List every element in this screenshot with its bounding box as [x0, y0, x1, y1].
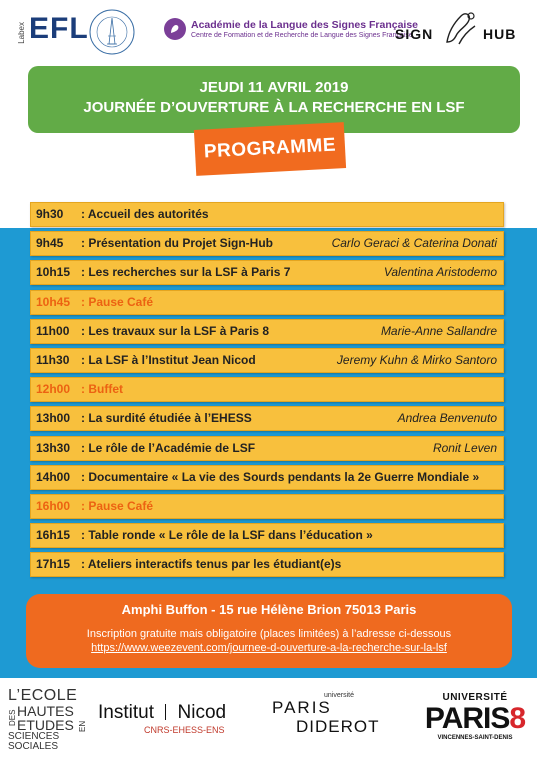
schedule-title: : Accueil des autorités: [81, 207, 209, 221]
hands-icon: [164, 18, 186, 40]
schedule-row: [30, 319, 504, 344]
ehess-en: EN: [77, 720, 87, 732]
schedule-row: [30, 348, 504, 373]
schedule-time: 13h00: [36, 411, 71, 426]
schedule-time: 11h30: [36, 352, 70, 367]
schedule-row: [30, 406, 504, 431]
bottom-logo-strip: [0, 680, 537, 760]
schedule-title: : Les recherches sur la LSF à Paris 7: [81, 265, 291, 280]
schedule-title: : Documentaire « La vie des Sourds pendants la 2e Guerre Mondiale »: [81, 469, 480, 484]
schedule-title: : Pause Café: [81, 498, 154, 513]
diderot-paris: PARIS: [272, 698, 332, 717]
schedule-list: [30, 202, 504, 581]
schedule-time: 14h00: [36, 469, 71, 484]
hands-icon: [441, 8, 481, 48]
schedule-title: : Les travaux sur la LSF à Paris 8: [81, 323, 270, 338]
ehess-logo: [8, 688, 90, 754]
schedule-title: : Pause Café: [81, 294, 154, 309]
schedule-row: [30, 377, 504, 402]
paris8-logo: [420, 692, 530, 741]
schedule-title: : Ateliers interactifs tenus par les étudiant(e)s: [81, 557, 342, 572]
schedule-title: : Table ronde « Le rôle de la LSF dans l’éducation »: [81, 528, 373, 543]
labex-efl-logo: [18, 14, 89, 44]
schedule-speaker: Andrea Benvenuto: [397, 411, 497, 426]
academie-lsf-logo: [164, 18, 418, 40]
labex-label: Labex: [17, 22, 26, 44]
paris8-subtitle: VINCENNES-SAINT-DENIS: [437, 735, 513, 741]
schedule-speaker: Marie-Anne Sallandre: [380, 323, 497, 338]
ehess-ecole: L’ECOLE: [8, 687, 78, 704]
nicod-divider: [165, 704, 166, 720]
paris-diderot-logo: [272, 692, 380, 737]
nicod-subtitle: CNRS-EHESS-ENS: [144, 725, 225, 735]
schedule-time: 9h30: [36, 207, 64, 221]
schedule-time: 13h30: [36, 440, 71, 455]
schedule-row: [30, 290, 504, 315]
schedule-time: 9h45: [36, 236, 64, 251]
schedule-time: 12h00: [36, 382, 71, 397]
schedule-speaker: Carlo Geraci & Caterina Donati: [331, 236, 497, 251]
nicod-institut: Institut: [98, 702, 154, 723]
top-logo-strip: [0, 0, 537, 62]
schedule-time: 10h45: [36, 294, 71, 309]
schedule-speaker: Valentina Aristodemo: [383, 265, 497, 280]
paris8-universite: UNIVERSITÉ: [442, 692, 508, 703]
schedule-time: 17h15: [36, 557, 71, 572]
schedule-speaker: Jeremy Kuhn & Mirko Santoro: [336, 352, 497, 367]
efl-wordmark: EFL: [29, 12, 89, 45]
schedule-row: [30, 202, 504, 227]
schedule-row: [30, 523, 504, 548]
venue-address: Amphi Buffon - 15 rue Hélène Brion 75013 Paris: [121, 602, 417, 617]
schedule-row: [30, 494, 504, 519]
event-date: JEUDI 11 AVRIL 2019: [199, 79, 349, 96]
schedule-row: [30, 552, 504, 577]
schedule-title: : Le rôle de l’Académie de LSF: [81, 440, 256, 455]
ehess-sciences: SCIENCES: [8, 731, 60, 742]
schedule-row: [30, 231, 504, 256]
institut-nicod-logo: [98, 702, 226, 736]
schedule-title: : La surdité étudiée à l’EHESS: [81, 411, 252, 426]
inscription-note: Inscription gratuite mais obligatoire (places limitées) à l’adresse ci-dessous: [86, 628, 452, 640]
schedule-row: [30, 465, 504, 490]
registration-link[interactable]: https://www.weezevent.com/journee-d-ouverture-a-la-recherche-sur-la-lsf: [91, 642, 447, 654]
sorbonne-paris-cite-logo: [86, 6, 138, 58]
nicod-name: Nicod: [177, 702, 227, 723]
academie-title: Académie de la Langue des Signes Française: [191, 18, 419, 31]
schedule-time: 10h15: [36, 265, 71, 280]
sign-hub-logo: [395, 8, 529, 48]
schedule-time: 16h15: [36, 528, 71, 543]
schedule-title: : Buffet: [81, 382, 123, 397]
event-header: [28, 66, 520, 133]
schedule-time: 11h00: [36, 323, 70, 338]
event-title: JOURNÉE D’OUVERTURE À LA RECHERCHE EN LSF: [83, 99, 465, 116]
paris8-eight: 8: [509, 702, 526, 735]
diderot-universite: université: [324, 692, 354, 699]
sign-hub-right: HUB: [483, 26, 517, 42]
schedule-row: [30, 260, 504, 285]
schedule-row: [30, 436, 504, 461]
ehess-sociales: SOCIALES: [8, 741, 59, 752]
paris8-paris: PARIS: [424, 702, 510, 735]
programme-tag: PROGRAMME: [194, 122, 346, 176]
sign-hub-left: SIGN: [395, 26, 434, 42]
ehess-des: DES: [8, 709, 17, 726]
diderot-name: DIDEROT: [296, 717, 380, 736]
schedule-title: : Présentation du Projet Sign-Hub: [81, 236, 274, 251]
ehess-etudes: ETUDES: [17, 717, 74, 733]
schedule-speaker: Ronit Leven: [432, 440, 497, 455]
schedule-time: 16h00: [36, 498, 71, 513]
ehess-hautes: HAUTES: [17, 703, 74, 719]
academie-subtitle: Centre de Formation et de Recherche de Langue des Signes Française: [191, 31, 413, 39]
venue-info-box: [26, 594, 512, 668]
schedule-title: : La LSF à l’Institut Jean Nicod: [81, 352, 256, 367]
